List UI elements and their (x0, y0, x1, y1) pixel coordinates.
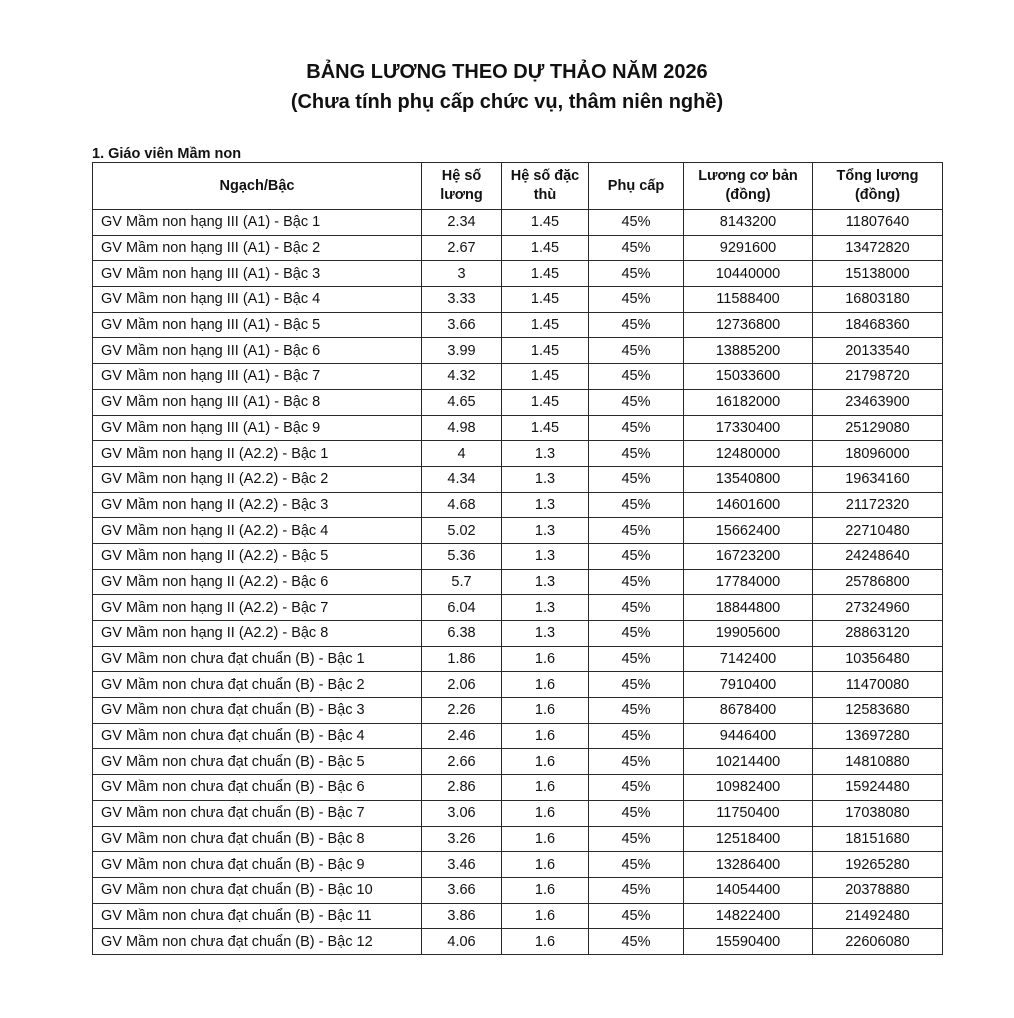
cell-base-salary: 16723200 (684, 543, 813, 569)
cell-grade: GV Mầm non hạng II (A2.2) - Bậc 1 (93, 441, 422, 467)
cell-special-coefficient: 1.45 (502, 338, 589, 364)
table-row (93, 595, 943, 621)
table-row (93, 877, 943, 903)
table-row (93, 646, 943, 672)
cell-special-coefficient: 1.6 (502, 826, 589, 852)
cell-base-salary: 10440000 (684, 261, 813, 287)
cell-allowance: 45% (589, 441, 684, 467)
cell-coefficient: 2.34 (422, 210, 502, 236)
header-row (93, 163, 943, 210)
cell-total-salary: 28863120 (813, 621, 943, 647)
table-row (93, 312, 943, 338)
cell-coefficient: 5.02 (422, 518, 502, 544)
cell-total-salary: 24248640 (813, 543, 943, 569)
table-row (93, 698, 943, 724)
table-row (93, 543, 943, 569)
cell-coefficient: 3.26 (422, 826, 502, 852)
table-row (93, 826, 943, 852)
table-row (93, 518, 943, 544)
cell-special-coefficient: 1.3 (502, 492, 589, 518)
cell-allowance: 45% (589, 877, 684, 903)
cell-coefficient: 3.06 (422, 800, 502, 826)
cell-allowance: 45% (589, 749, 684, 775)
cell-special-coefficient: 1.45 (502, 364, 589, 390)
cell-coefficient: 5.7 (422, 569, 502, 595)
cell-coefficient: 3.33 (422, 287, 502, 313)
table-row (93, 569, 943, 595)
cell-allowance: 45% (589, 595, 684, 621)
cell-special-coefficient: 1.45 (502, 210, 589, 236)
cell-grade: GV Mầm non chưa đạt chuẩn (B) - Bậc 9 (93, 852, 422, 878)
cell-grade: GV Mầm non chưa đạt chuẩn (B) - Bậc 10 (93, 877, 422, 903)
cell-total-salary: 22710480 (813, 518, 943, 544)
cell-base-salary: 10214400 (684, 749, 813, 775)
cell-special-coefficient: 1.3 (502, 621, 589, 647)
cell-base-salary: 19905600 (684, 621, 813, 647)
cell-base-salary: 14054400 (684, 877, 813, 903)
cell-allowance: 45% (589, 723, 684, 749)
cell-allowance: 45% (589, 543, 684, 569)
cell-grade: GV Mầm non chưa đạt chuẩn (B) - Bậc 2 (93, 672, 422, 698)
cell-base-salary: 12736800 (684, 312, 813, 338)
cell-allowance: 45% (589, 698, 684, 724)
table-row (93, 261, 943, 287)
cell-coefficient: 6.38 (422, 621, 502, 647)
cell-total-salary: 11807640 (813, 210, 943, 236)
header-base-salary: Lương cơ bản (đồng) (684, 163, 813, 210)
cell-grade: GV Mầm non hạng II (A2.2) - Bậc 7 (93, 595, 422, 621)
cell-base-salary: 9446400 (684, 723, 813, 749)
cell-total-salary: 18151680 (813, 826, 943, 852)
cell-total-salary: 20378880 (813, 877, 943, 903)
cell-base-salary: 7142400 (684, 646, 813, 672)
cell-grade: GV Mầm non hạng II (A2.2) - Bậc 5 (93, 543, 422, 569)
cell-allowance: 45% (589, 569, 684, 595)
cell-grade: GV Mầm non hạng III (A1) - Bậc 9 (93, 415, 422, 441)
cell-base-salary: 15033600 (684, 364, 813, 390)
cell-total-salary: 13472820 (813, 235, 943, 261)
cell-grade: GV Mầm non hạng III (A1) - Bậc 7 (93, 364, 422, 390)
cell-allowance: 45% (589, 415, 684, 441)
cell-coefficient: 4.98 (422, 415, 502, 441)
table-row (93, 903, 943, 929)
cell-base-salary: 17330400 (684, 415, 813, 441)
page-title: BẢNG LƯƠNG THEO DỰ THẢO NĂM 2026 (306, 61, 708, 83)
cell-special-coefficient: 1.45 (502, 235, 589, 261)
cell-base-salary: 12480000 (684, 441, 813, 467)
cell-grade: GV Mầm non hạng III (A1) - Bậc 4 (93, 287, 422, 313)
cell-grade: GV Mầm non chưa đạt chuẩn (B) - Bậc 11 (93, 903, 422, 929)
cell-allowance: 45% (589, 518, 684, 544)
cell-grade: GV Mầm non chưa đạt chuẩn (B) - Bậc 8 (93, 826, 422, 852)
cell-grade: GV Mầm non hạng II (A2.2) - Bậc 4 (93, 518, 422, 544)
cell-grade: GV Mầm non hạng II (A2.2) - Bậc 3 (93, 492, 422, 518)
cell-special-coefficient: 1.6 (502, 929, 589, 955)
cell-grade: GV Mầm non chưa đạt chuẩn (B) - Bậc 6 (93, 775, 422, 801)
cell-total-salary: 21492480 (813, 903, 943, 929)
cell-special-coefficient: 1.6 (502, 877, 589, 903)
table-row (93, 775, 943, 801)
cell-grade: GV Mầm non hạng II (A2.2) - Bậc 6 (93, 569, 422, 595)
cell-total-salary: 13697280 (813, 723, 943, 749)
table-row (93, 287, 943, 313)
table-row (93, 389, 943, 415)
cell-grade: GV Mầm non hạng II (A2.2) - Bậc 2 (93, 466, 422, 492)
table-row (93, 364, 943, 390)
cell-grade: GV Mầm non chưa đạt chuẩn (B) - Bậc 7 (93, 800, 422, 826)
cell-coefficient: 2.67 (422, 235, 502, 261)
cell-base-salary: 10982400 (684, 775, 813, 801)
cell-special-coefficient: 1.3 (502, 518, 589, 544)
cell-total-salary: 21798720 (813, 364, 943, 390)
cell-special-coefficient: 1.6 (502, 775, 589, 801)
header-allowance: Phụ cấp (589, 163, 684, 210)
cell-coefficient: 2.66 (422, 749, 502, 775)
cell-total-salary: 10356480 (813, 646, 943, 672)
table-header (93, 163, 943, 210)
cell-coefficient: 4 (422, 441, 502, 467)
header-total-salary: Tổng lương (đồng) (813, 163, 943, 210)
cell-base-salary: 8678400 (684, 698, 813, 724)
cell-allowance: 45% (589, 338, 684, 364)
cell-grade: GV Mầm non hạng III (A1) - Bậc 6 (93, 338, 422, 364)
cell-base-salary: 13540800 (684, 466, 813, 492)
cell-allowance: 45% (589, 235, 684, 261)
cell-base-salary: 11750400 (684, 800, 813, 826)
cell-grade: GV Mầm non chưa đạt chuẩn (B) - Bậc 3 (93, 698, 422, 724)
cell-grade: GV Mầm non chưa đạt chuẩn (B) - Bậc 12 (93, 929, 422, 955)
cell-total-salary: 18468360 (813, 312, 943, 338)
cell-total-salary: 15138000 (813, 261, 943, 287)
cell-grade: GV Mầm non hạng II (A2.2) - Bậc 8 (93, 621, 422, 647)
table-row (93, 338, 943, 364)
cell-total-salary: 19265280 (813, 852, 943, 878)
cell-grade: GV Mầm non hạng III (A1) - Bậc 2 (93, 235, 422, 261)
section-heading: 1. Giáo viên Mầm non (92, 146, 242, 162)
cell-coefficient: 2.26 (422, 698, 502, 724)
page-subtitle: (Chưa tính phụ cấp chức vụ, thâm niên nghề) (290, 91, 724, 113)
cell-base-salary: 18844800 (684, 595, 813, 621)
table-body (93, 210, 943, 955)
cell-special-coefficient: 1.3 (502, 569, 589, 595)
header-special-coefficient: Hệ số đặc thù (502, 163, 589, 210)
cell-special-coefficient: 1.6 (502, 749, 589, 775)
cell-grade: GV Mầm non chưa đạt chuẩn (B) - Bậc 1 (93, 646, 422, 672)
cell-special-coefficient: 1.45 (502, 389, 589, 415)
table-row (93, 235, 943, 261)
cell-special-coefficient: 1.3 (502, 543, 589, 569)
cell-allowance: 45% (589, 466, 684, 492)
cell-special-coefficient: 1.3 (502, 595, 589, 621)
cell-special-coefficient: 1.6 (502, 800, 589, 826)
cell-base-salary: 16182000 (684, 389, 813, 415)
table-row (93, 929, 943, 955)
cell-special-coefficient: 1.6 (502, 852, 589, 878)
cell-total-salary: 17038080 (813, 800, 943, 826)
cell-coefficient: 2.46 (422, 723, 502, 749)
cell-allowance: 45% (589, 389, 684, 415)
cell-coefficient: 3.46 (422, 852, 502, 878)
cell-total-salary: 21172320 (813, 492, 943, 518)
cell-allowance: 45% (589, 492, 684, 518)
cell-special-coefficient: 1.6 (502, 646, 589, 672)
salary-table (92, 162, 943, 955)
cell-total-salary: 22606080 (813, 929, 943, 955)
cell-total-salary: 25786800 (813, 569, 943, 595)
cell-special-coefficient: 1.6 (502, 698, 589, 724)
cell-total-salary: 19634160 (813, 466, 943, 492)
cell-base-salary: 12518400 (684, 826, 813, 852)
cell-coefficient: 3.66 (422, 312, 502, 338)
cell-coefficient: 5.36 (422, 543, 502, 569)
cell-allowance: 45% (589, 364, 684, 390)
cell-special-coefficient: 1.3 (502, 466, 589, 492)
cell-base-salary: 14601600 (684, 492, 813, 518)
cell-special-coefficient: 1.6 (502, 903, 589, 929)
cell-special-coefficient: 1.45 (502, 261, 589, 287)
cell-total-salary: 25129080 (813, 415, 943, 441)
cell-grade: GV Mầm non hạng III (A1) - Bậc 5 (93, 312, 422, 338)
table-row (93, 466, 943, 492)
cell-total-salary: 11470080 (813, 672, 943, 698)
cell-base-salary: 13286400 (684, 852, 813, 878)
cell-base-salary: 11588400 (684, 287, 813, 313)
cell-grade: GV Mầm non chưa đạt chuẩn (B) - Bậc 4 (93, 723, 422, 749)
cell-allowance: 45% (589, 826, 684, 852)
cell-total-salary: 20133540 (813, 338, 943, 364)
cell-grade: GV Mầm non hạng III (A1) - Bậc 8 (93, 389, 422, 415)
cell-base-salary: 15662400 (684, 518, 813, 544)
cell-allowance: 45% (589, 775, 684, 801)
cell-allowance: 45% (589, 903, 684, 929)
cell-allowance: 45% (589, 312, 684, 338)
cell-base-salary: 15590400 (684, 929, 813, 955)
cell-coefficient: 4.06 (422, 929, 502, 955)
cell-total-salary: 15924480 (813, 775, 943, 801)
table-row (93, 210, 943, 236)
cell-coefficient: 6.04 (422, 595, 502, 621)
cell-coefficient: 4.34 (422, 466, 502, 492)
cell-special-coefficient: 1.45 (502, 312, 589, 338)
cell-coefficient: 3.99 (422, 338, 502, 364)
cell-total-salary: 14810880 (813, 749, 943, 775)
header-grade: Ngạch/Bậc (93, 163, 422, 210)
cell-coefficient: 2.06 (422, 672, 502, 698)
cell-total-salary: 18096000 (813, 441, 943, 467)
table-row (93, 415, 943, 441)
table-row (93, 749, 943, 775)
cell-allowance: 45% (589, 672, 684, 698)
cell-special-coefficient: 1.45 (502, 287, 589, 313)
cell-total-salary: 27324960 (813, 595, 943, 621)
cell-base-salary: 9291600 (684, 235, 813, 261)
cell-coefficient: 4.32 (422, 364, 502, 390)
table-row (93, 441, 943, 467)
cell-allowance: 45% (589, 800, 684, 826)
table-row (93, 800, 943, 826)
cell-grade: GV Mầm non hạng III (A1) - Bậc 3 (93, 261, 422, 287)
cell-base-salary: 8143200 (684, 210, 813, 236)
cell-base-salary: 13885200 (684, 338, 813, 364)
cell-coefficient: 4.68 (422, 492, 502, 518)
cell-special-coefficient: 1.45 (502, 415, 589, 441)
cell-coefficient: 4.65 (422, 389, 502, 415)
cell-allowance: 45% (589, 646, 684, 672)
cell-allowance: 45% (589, 261, 684, 287)
table-row (93, 492, 943, 518)
cell-allowance: 45% (589, 621, 684, 647)
cell-total-salary: 23463900 (813, 389, 943, 415)
header-coefficient: Hệ số lương (422, 163, 502, 210)
cell-allowance: 45% (589, 929, 684, 955)
cell-special-coefficient: 1.6 (502, 672, 589, 698)
cell-coefficient: 3.86 (422, 903, 502, 929)
cell-coefficient: 3.66 (422, 877, 502, 903)
cell-allowance: 45% (589, 852, 684, 878)
table-row (93, 852, 943, 878)
cell-base-salary: 14822400 (684, 903, 813, 929)
cell-coefficient: 1.86 (422, 646, 502, 672)
cell-allowance: 45% (589, 287, 684, 313)
table-row (93, 723, 943, 749)
cell-total-salary: 16803180 (813, 287, 943, 313)
cell-base-salary: 7910400 (684, 672, 813, 698)
table-row (93, 621, 943, 647)
cell-allowance: 45% (589, 210, 684, 236)
cell-grade: GV Mầm non chưa đạt chuẩn (B) - Bậc 5 (93, 749, 422, 775)
cell-coefficient: 2.86 (422, 775, 502, 801)
cell-coefficient: 3 (422, 261, 502, 287)
cell-grade: GV Mầm non hạng III (A1) - Bậc 1 (93, 210, 422, 236)
cell-base-salary: 17784000 (684, 569, 813, 595)
cell-special-coefficient: 1.3 (502, 441, 589, 467)
cell-total-salary: 12583680 (813, 698, 943, 724)
table-row (93, 672, 943, 698)
cell-special-coefficient: 1.6 (502, 723, 589, 749)
